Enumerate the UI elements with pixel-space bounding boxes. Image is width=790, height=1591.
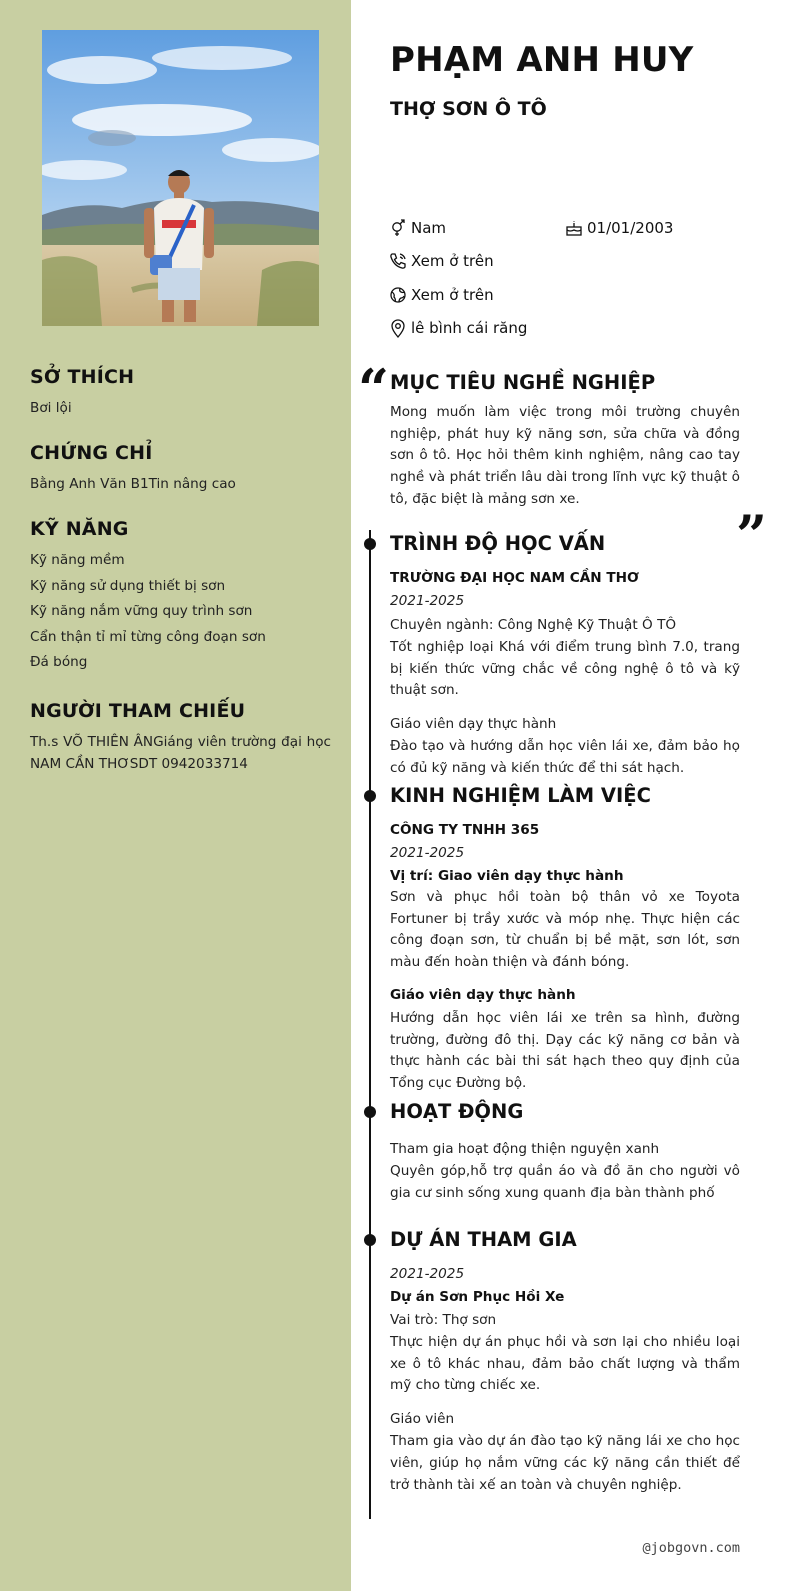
skill-item: Kỹ năng nắm vững quy trình sơn xyxy=(30,603,253,620)
education-sub-desc: Đào tạo và hướng dẫn học viên lái xe, đảm bảo họ có đủ kỹ năng và kiến thức để thi sát hạch. xyxy=(390,738,740,776)
certificates-heading: CHỨNG CHỈ xyxy=(30,442,153,464)
activities-block xyxy=(390,1137,740,1204)
skill-item: Kỹ năng sử dụng thiết bị sơn xyxy=(30,577,226,594)
experience-sub-title: Giáo viên dạy thực hành xyxy=(390,986,576,1003)
phone-icon xyxy=(388,251,408,271)
activities-title: Tham gia hoạt động thiện nguyện xanh xyxy=(390,1141,660,1157)
experience-company: CÔNG TY TNHH 365 xyxy=(390,822,540,838)
address-info xyxy=(388,318,527,338)
education-major: Chuyên ngành: Công Nghệ Kỹ Thuật Ô TÔ xyxy=(390,617,677,633)
sidebar xyxy=(0,0,351,1591)
education-heading: TRÌNH ĐỘ HỌC VẤN xyxy=(390,532,606,555)
timeline-dot xyxy=(364,1106,376,1118)
references-text: Th.s VÕ THIÊN ÂNGiáng viên trường đại học NAM CẦN THƠSDT 0942033714 xyxy=(30,733,331,772)
gender-info xyxy=(388,218,446,238)
skill-item: Cẩn thận tỉ mỉ từng công đoạn sơn xyxy=(30,628,266,645)
timeline-dot xyxy=(364,538,376,550)
timeline-dot xyxy=(364,1234,376,1246)
cake-icon xyxy=(564,218,584,238)
website-info xyxy=(388,285,494,305)
experience-sub-desc: Hướng dẫn học viên lái xe trên sa hình, đường trường, đường đô thị. Dạy các kỹ năng cơ bản và thực hành các bài thi sát hạch theo quy định của Tổng cục Đường bộ. xyxy=(390,1009,740,1091)
experience-heading: KINH NGHIỆM LÀM VIỆC xyxy=(390,784,651,807)
education-block xyxy=(390,567,740,780)
hobbies-heading: SỞ THÍCH xyxy=(30,366,135,388)
website-text: Xem ở trên xyxy=(411,286,494,304)
timeline-line xyxy=(369,530,371,1519)
timeline-dot xyxy=(364,790,376,802)
dob-text: 01/01/2003 xyxy=(587,219,674,237)
location-icon xyxy=(388,318,408,338)
candidate-name: PHẠM ANH HUY xyxy=(390,40,694,80)
skills-list xyxy=(30,549,331,677)
hobbies-text: Bơi lội xyxy=(30,400,72,416)
globe-icon xyxy=(388,285,408,305)
skill-item: Kỹ năng mềm xyxy=(30,552,125,568)
experience-block xyxy=(390,819,740,1095)
activities-heading: HOẠT ĐỘNG xyxy=(390,1100,524,1123)
projects-sub-title: Giáo viên xyxy=(390,1411,455,1428)
objective-block xyxy=(390,402,740,511)
education-school: TRƯỜNG ĐẠI HỌC NAM CẦN THƠ xyxy=(390,570,639,586)
quote-open-icon: “ xyxy=(358,357,390,421)
projects-period: 2021-2025 xyxy=(390,1266,465,1282)
projects-name: Dự án Sơn Phục Hồi Xe xyxy=(390,1289,565,1305)
projects-desc: Thực hiện dự án phục hồi và sơn lại cho nhiều loại xe ô tô khác nhau, đảm bảo chất lượng và thẩm mỹ cho từng chiếc xe. xyxy=(390,1334,740,1394)
experience-desc: Sơn và phục hồi toàn bộ thân vỏ xe Toyota Fortuner bị trầy xước và móp nhẹ. Thực hiện các công đoạn sơn, từ chuẩn bị bề mặt, sơn lót, sơn màu đến hoàn thiện và đánh bóng. xyxy=(390,889,740,971)
references-heading: NGƯỜI THAM CHIẾU xyxy=(30,699,246,722)
address-text: lê bình cái răng xyxy=(411,319,528,337)
projects-sub-desc: Tham gia vào dự án đào tạo kỹ năng lái xe cho học viên, giúp họ nắm vững các kỹ năng cần thiết để trở thành tài xế an toàn và chuyên nghiệp. xyxy=(390,1433,740,1493)
objective-text: Mong muốn làm việc trong môi trường chuyên nghiệp, phát huy kỹ năng sơn, sửa chữa và đồng sơn ô tô. Học hỏi thêm kinh nghiệm, nâng cao tay nghề và phát triển lâu dài trong lĩnh vực kỹ thuật ô tô, đặc biệt là mảng sơn xe. xyxy=(390,404,740,507)
gender-text: Nam xyxy=(411,219,447,237)
education-desc: Tốt nghiệp loại Khá với điểm trung bình 7.0, trang bị kiến thức vững chắc về công nghệ ô tô và kỹ thuật sơn. xyxy=(390,639,740,699)
quote-close-icon: ” xyxy=(736,503,768,567)
objective-heading: MỤC TIÊU NGHỀ NGHIỆP xyxy=(390,371,656,394)
footer-watermark: @jobgovn.com xyxy=(642,1540,740,1556)
experience-period: 2021-2025 xyxy=(390,845,465,861)
projects-heading: DỰ ÁN THAM GIA xyxy=(390,1228,577,1251)
profile-photo xyxy=(42,30,319,326)
skills-heading: KỸ NĂNG xyxy=(30,518,129,540)
job-title: THỢ SƠN Ô TÔ xyxy=(390,98,547,120)
skill-item: Đá bóng xyxy=(30,654,88,671)
activities-desc: Quyên góp,hỗ trợ quần áo và đồ ăn cho người vô gia cư sinh sống xung quanh địa bàn thành phố xyxy=(390,1163,740,1201)
education-sub-title: Giáo viên dạy thực hành xyxy=(390,716,557,733)
dob-info xyxy=(564,218,673,238)
certificates-text: Bằng Anh Văn B1Tin nâng cao xyxy=(30,476,236,492)
phone-text: Xem ở trên xyxy=(411,252,494,270)
experience-position: Vị trí: Giao viên dạy thực hành xyxy=(390,868,624,884)
gender-icon xyxy=(388,218,408,238)
education-period: 2021-2025 xyxy=(390,593,465,609)
projects-role: Vai trò: Thợ sơn xyxy=(390,1312,497,1328)
projects-block xyxy=(390,1262,740,1496)
phone-info xyxy=(388,251,494,271)
